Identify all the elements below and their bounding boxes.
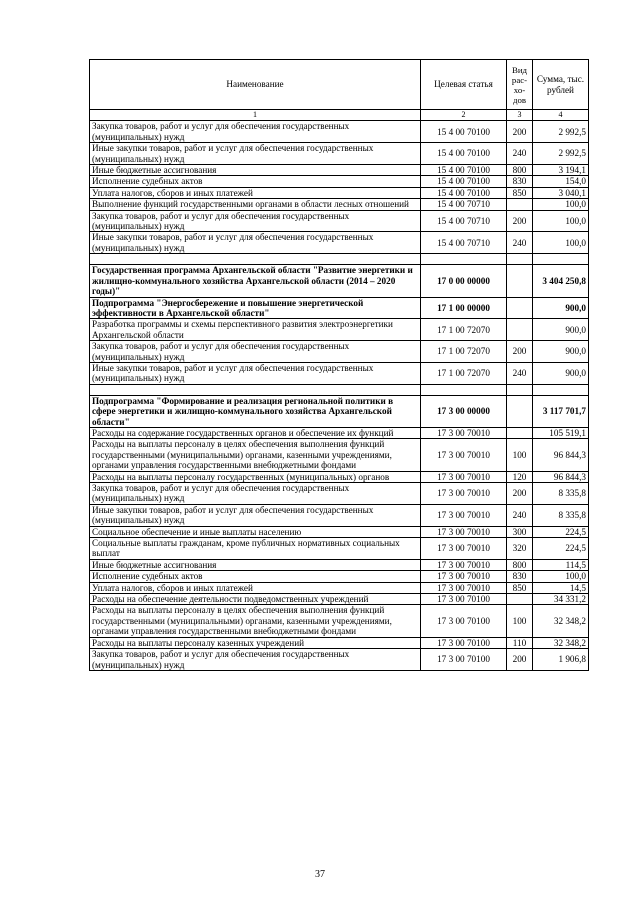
cell-article: 15 4 00 70710: [421, 199, 507, 210]
table-row: [90, 165, 589, 176]
cell-name: Иные бюджетные ассигнования: [90, 559, 421, 570]
table-row: [90, 210, 589, 232]
table-row: [90, 605, 589, 637]
table-row: [90, 582, 589, 593]
table-row: [90, 319, 589, 341]
cell-article: 15 4 00 70100: [421, 121, 507, 143]
cell-kind: 240: [507, 362, 533, 384]
cell-article: 17 3 00 70100: [421, 637, 507, 648]
header-article: Целевая статья: [421, 60, 507, 110]
cell-sum: 3 117 701,7: [533, 395, 589, 427]
cell-name: [90, 254, 421, 265]
cell-name: Иные бюджетные ассигнования: [90, 165, 421, 176]
column-number: 4: [533, 110, 589, 121]
page-number: 37: [315, 869, 325, 880]
table-row: [90, 362, 589, 384]
table-row: [90, 594, 589, 605]
cell-kind: 200: [507, 341, 533, 363]
cell-sum: [533, 254, 589, 265]
cell-sum: 96 844,3: [533, 439, 589, 471]
cell-article: 17 3 00 70010: [421, 538, 507, 560]
cell-sum: 100,0: [533, 571, 589, 582]
cell-name: Разработка программы и схемы перспективного развития электроэнергетики Архангельской области: [90, 319, 421, 341]
cell-sum: 3 040,1: [533, 187, 589, 198]
cell-name: Закупка товаров, работ и услуг для обеспечения государственных (муниципальных) нужд: [90, 121, 421, 143]
cell-kind: 110: [507, 637, 533, 648]
cell-article: 17 1 00 72070: [421, 341, 507, 363]
table-row: [90, 297, 589, 319]
cell-sum: 100,0: [533, 210, 589, 232]
column-number: 3: [507, 110, 533, 121]
cell-sum: 3 194,1: [533, 165, 589, 176]
cell-kind: [507, 384, 533, 395]
cell-sum: 224,5: [533, 538, 589, 560]
cell-kind: 320: [507, 538, 533, 560]
table-row: [90, 187, 589, 198]
cell-sum: 900,0: [533, 297, 589, 319]
table-row: [90, 649, 589, 671]
table-row: [90, 538, 589, 560]
cell-sum: 34 331,2: [533, 594, 589, 605]
cell-article: 17 3 00 70010: [421, 427, 507, 438]
cell-kind: [507, 297, 533, 319]
header-name: Наименование: [90, 60, 421, 110]
cell-article: 17 3 00 70010: [421, 483, 507, 505]
cell-kind: 240: [507, 504, 533, 526]
cell-kind: 100: [507, 439, 533, 471]
table-row: [90, 427, 589, 438]
header-row: [90, 60, 589, 110]
table-row: [90, 439, 589, 471]
cell-sum: 32 348,2: [533, 637, 589, 648]
cell-name: Подпрограмма "Формирование и реализация региональной политики в сфере энергетики и жилищно-коммунального хозяйства Архангельской области": [90, 395, 421, 427]
cell-article: 17 0 00 00000: [421, 265, 507, 297]
cell-kind: 240: [507, 143, 533, 165]
cell-name: Закупка товаров, работ и услуг для обеспечения государственных (муниципальных) нужд: [90, 649, 421, 671]
column-number: 1: [90, 110, 421, 121]
cell-article: 17 3 00 70100: [421, 605, 507, 637]
column-number: 2: [421, 110, 507, 121]
cell-name: Уплата налогов, сборов и иных платежей: [90, 187, 421, 198]
cell-sum: 105 519,1: [533, 427, 589, 438]
table-row-blank: [90, 254, 589, 265]
cell-kind: [507, 254, 533, 265]
table-row: [90, 121, 589, 143]
cell-article: 15 4 00 70100: [421, 143, 507, 165]
cell-name: Выполнение функций государственными органами в области лесных отношений: [90, 199, 421, 210]
table-row: [90, 176, 589, 187]
cell-name: Закупка товаров, работ и услуг для обеспечения государственных (муниципальных) нужд: [90, 210, 421, 232]
cell-kind: 200: [507, 121, 533, 143]
column-number-row: [90, 110, 589, 121]
cell-sum: 32 348,2: [533, 605, 589, 637]
cell-sum: 224,5: [533, 526, 589, 537]
cell-article: [421, 254, 507, 265]
cell-name: Подпрограмма "Энергосбережение и повышение энергетической эффективности в Архангельской области": [90, 297, 421, 319]
cell-name: Исполнение судебных актов: [90, 176, 421, 187]
cell-article: 17 3 00 70010: [421, 471, 507, 482]
budget-table: [89, 59, 589, 671]
cell-sum: 900,0: [533, 341, 589, 363]
table-row-blank: [90, 384, 589, 395]
table-row: [90, 526, 589, 537]
cell-sum: 100,0: [533, 199, 589, 210]
cell-sum: 114,5: [533, 559, 589, 570]
cell-name: Расходы на выплаты персоналу государственных (муниципальных) органов: [90, 471, 421, 482]
cell-name: Исполнение судебных актов: [90, 571, 421, 582]
table-row: [90, 265, 589, 297]
cell-name: Социальные выплаты гражданам, кроме публичных нормативных социальных выплат: [90, 538, 421, 560]
cell-kind: 850: [507, 582, 533, 593]
cell-name: Расходы на выплаты персоналу в целях обеспечения выполнения функций государственными (муниципальными) органами, казенными учреждениями, органами управления государственными внебюджетными фондами: [90, 439, 421, 471]
header-sum: Сумма, тыс. рублей: [533, 60, 589, 110]
cell-article: 17 3 00 70010: [421, 582, 507, 593]
table-row: [90, 483, 589, 505]
cell-article: 17 3 00 70010: [421, 439, 507, 471]
table-row: [90, 341, 589, 363]
cell-kind: [507, 319, 533, 341]
cell-sum: 8 335,8: [533, 504, 589, 526]
cell-kind: [507, 265, 533, 297]
cell-name: Расходы на выплаты персоналу в целях обеспечения выполнения функций государственными (муниципальными) органами, казенными учреждениями, органами управления государственными внебюджетными фондами: [90, 605, 421, 637]
cell-article: 17 1 00 00000: [421, 297, 507, 319]
cell-article: 17 1 00 72070: [421, 319, 507, 341]
cell-sum: 900,0: [533, 362, 589, 384]
cell-kind: [507, 594, 533, 605]
cell-name: Иные закупки товаров, работ и услуг для обеспечения государственных (муниципальных) нужд: [90, 504, 421, 526]
cell-kind: 200: [507, 483, 533, 505]
cell-kind: [507, 427, 533, 438]
cell-sum: 3 404 250,8: [533, 265, 589, 297]
cell-kind: 850: [507, 187, 533, 198]
cell-name: Иные закупки товаров, работ и услуг для обеспечения государственных (муниципальных) нужд: [90, 232, 421, 254]
table-row: [90, 471, 589, 482]
cell-article: 17 3 00 70100: [421, 649, 507, 671]
cell-sum: [533, 384, 589, 395]
cell-sum: 1 906,8: [533, 649, 589, 671]
cell-article: 15 4 00 70710: [421, 232, 507, 254]
cell-sum: 2 992,5: [533, 143, 589, 165]
cell-kind: 830: [507, 176, 533, 187]
cell-article: 17 3 00 00000: [421, 395, 507, 427]
cell-name: Социальное обеспечение и иные выплаты населению: [90, 526, 421, 537]
table-row: [90, 504, 589, 526]
cell-kind: 830: [507, 571, 533, 582]
cell-name: Расходы на выплаты персоналу казенных учреждений: [90, 637, 421, 648]
cell-name: Расходы на обеспечение деятельности подведомственных учреждений: [90, 594, 421, 605]
cell-sum: 8 335,8: [533, 483, 589, 505]
cell-name: Государственная программа Архангельской области "Развитие энергетики и жилищно-коммунального хозяйства Архангельской области (2014 – 2020 годы)": [90, 265, 421, 297]
table-row: [90, 395, 589, 427]
cell-kind: 800: [507, 559, 533, 570]
table-row: [90, 199, 589, 210]
cell-kind: 800: [507, 165, 533, 176]
header-kind: Вид рас-хо-дов: [507, 60, 533, 110]
cell-name: Расходы на содержание государственных органов и обеспечение их функций: [90, 427, 421, 438]
cell-article: 17 3 00 70100: [421, 594, 507, 605]
cell-name: [90, 384, 421, 395]
cell-sum: 900,0: [533, 319, 589, 341]
cell-sum: 96 844,3: [533, 471, 589, 482]
cell-kind: 240: [507, 232, 533, 254]
cell-name: Уплата налогов, сборов и иных платежей: [90, 582, 421, 593]
table-row: [90, 232, 589, 254]
cell-kind: 300: [507, 526, 533, 537]
table-row: [90, 571, 589, 582]
cell-article: 15 4 00 70710: [421, 210, 507, 232]
cell-article: 17 1 00 72070: [421, 362, 507, 384]
cell-kind: [507, 395, 533, 427]
table-row: [90, 559, 589, 570]
cell-name: Иные закупки товаров, работ и услуг для обеспечения государственных (муниципальных) нужд: [90, 143, 421, 165]
cell-article: 17 3 00 70010: [421, 504, 507, 526]
cell-sum: 154,0: [533, 176, 589, 187]
cell-name: Закупка товаров, работ и услуг для обеспечения государственных (муниципальных) нужд: [90, 483, 421, 505]
table-row: [90, 637, 589, 648]
cell-kind: [507, 199, 533, 210]
cell-kind: 200: [507, 649, 533, 671]
cell-name: Закупка товаров, работ и услуг для обеспечения государственных (муниципальных) нужд: [90, 341, 421, 363]
cell-sum: 14,5: [533, 582, 589, 593]
cell-article: 17 3 00 70010: [421, 559, 507, 570]
cell-sum: 100,0: [533, 232, 589, 254]
cell-article: 17 3 00 70010: [421, 526, 507, 537]
cell-article: 15 4 00 70100: [421, 165, 507, 176]
cell-kind: 100: [507, 605, 533, 637]
cell-article: [421, 384, 507, 395]
cell-article: 15 4 00 70100: [421, 187, 507, 198]
cell-kind: 120: [507, 471, 533, 482]
cell-sum: 2 992,5: [533, 121, 589, 143]
table-row: [90, 143, 589, 165]
cell-article: 15 4 00 70100: [421, 176, 507, 187]
cell-article: 17 3 00 70010: [421, 571, 507, 582]
cell-kind: 200: [507, 210, 533, 232]
cell-name: Иные закупки товаров, работ и услуг для обеспечения государственных (муниципальных) нужд: [90, 362, 421, 384]
